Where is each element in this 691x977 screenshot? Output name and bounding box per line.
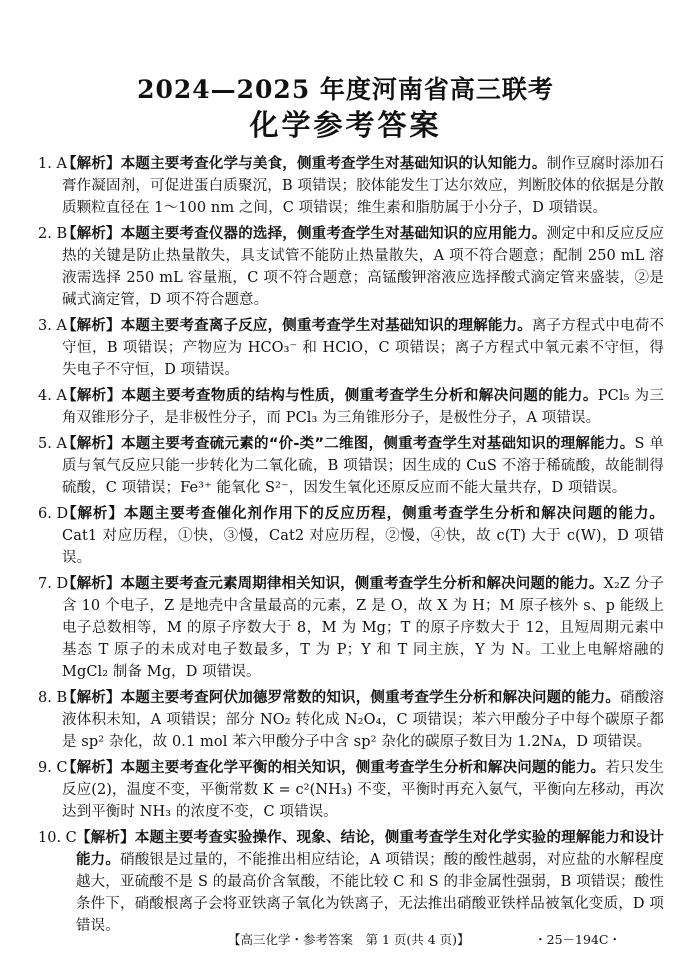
analysis-body: 制作豆腐时添加石膏作凝固剂，可促进蛋白质聚沉，B 项错误；胶体能发生丁达尔效应，判断胶体的依据是分散质颗粒直径在 1～100 nm 之间，C 项错误；维生素和脂肪属于小分子，D 项错误。 xyxy=(62,156,664,216)
answer-number: 4. A xyxy=(38,388,67,404)
analysis-intro: 本题主要考查离子反应，侧重考查学生对基础知识的理解能力。 xyxy=(120,318,532,334)
answer-number: 2. B xyxy=(38,226,68,242)
analysis-tag: 【解析】 xyxy=(62,156,121,172)
answer-number: 6. D xyxy=(38,506,69,522)
analysis-body: X₂Z 分子含 10 个电子，Z 是地壳中含量最高的元素，Z 是 O，故 X 为 H；M 原子核外 s、p 能级上电子总数相等，M 的原子序数大于 8，M 为 Mg；T 的原子序数大于 12，且短周期元素中基态 T 原子的未成对电子数最多，T 为 P；Y 和 T 同主族，Y 为 N。工业上电解熔融的 MgCl₂ 制备 Mg，D 项错误。 xyxy=(62,576,665,680)
answer-list xyxy=(38,153,664,941)
analysis-intro: 本题主要考查硫元素的“价-类”二维图，侧重考查学生对基础知识的理解能力。 xyxy=(121,436,635,452)
answer-item-4 xyxy=(38,385,664,429)
answer-item-9 xyxy=(38,757,664,823)
answer-number: 1. A xyxy=(38,156,67,172)
analysis-intro: 本题主要考查化学与美食，侧重考查学生对基础知识的认知能力。 xyxy=(120,156,547,172)
analysis-intro: 本题主要考查阿伏加德罗常数的知识，侧重考查学生分析和解决问题的能力。 xyxy=(120,690,621,706)
answer-item-10 xyxy=(38,827,664,937)
document-title: 化学参考答案 xyxy=(249,108,442,142)
answer-item-2 xyxy=(38,223,664,311)
answer-number: 8. B xyxy=(38,690,68,706)
analysis-body: 测定中和反应反应热的关键是防止热量散失，具支试管不能防止热量散失，A 项不符合题意；配制 250 mL 溶液需选择 250 mL 容量瓶，C 项不符合题意；高锰酸钾溶液应选择酸式滴定管来盛装，②是碱式滴定管，D 项不符合题意。 xyxy=(62,226,664,308)
answer-item-5 xyxy=(38,433,664,499)
answer-number: 9. C xyxy=(38,760,68,776)
answer-number: 10. C xyxy=(38,830,77,846)
analysis-tag: 【解析】 xyxy=(62,506,124,522)
answer-item-8 xyxy=(38,687,664,753)
analysis-tag: 【解析】 xyxy=(76,830,135,846)
analysis-tag: 【解析】 xyxy=(62,388,122,404)
analysis-intro: 本题主要考查催化剂作用下的反应历程，侧重考查学生分析和解决问题的能力。 xyxy=(123,506,665,522)
answer-number: 7. D xyxy=(38,576,69,592)
analysis-body: PCl₅ 为三角双锥形分子，是非极性分子，而 PCl₃ 为三角锥形分子，是极性分子，A 项错误。 xyxy=(62,388,664,426)
footer-page-info: 【高三化学・参考答案 第 1 页(共 4 页)】 xyxy=(228,932,470,947)
analysis-body: S 单质与氧气反应只能一步转化为二氧化硫，B 项错误；因生成的 CuS 不溶于稀硫酸，故能制得硫酸，C 项错误；Fe³⁺ 能氧化 S²⁻，因发生氧化还原反应而不能大量共存，D 项错误。 xyxy=(62,436,664,496)
analysis-body: 若只发生反应(2)，温度不变，平衡常数 K = c²(NH₃) 不变，平衡时再充入氨气，平衡向左移动，再次达到平衡时 NH₃ 的浓度不变，C 项错误。 xyxy=(62,760,665,820)
answer-item-1 xyxy=(38,153,664,219)
analysis-intro: 本题主要考查仪器的选择，侧重考查学生对基础知识的应用能力。 xyxy=(120,226,547,242)
analysis-intro: 本题主要考查元素周期律相关知识，侧重考查学生分析和解决问题的能力。 xyxy=(120,576,604,592)
analysis-body: Cat1 对应历程，①快，③慢，Cat2 对应历程，②慢，④快，故 c(T) 大于 c(W)，D 项错误。 xyxy=(62,528,664,566)
analysis-body: 硝酸溶液体积未知，A 项错误；部分 NO₂ 转化成 N₂O₄，C 项错误；苯六甲酸分子中每个碳原子都是 sp² 杂化，故 0.1 mol 苯六甲酸分子中含 sp² 杂化的碳原子数目为 1.2Nᴀ，D 项错误。 xyxy=(62,690,664,750)
footer-code: ・25－194C・ xyxy=(534,932,621,947)
analysis-tag: 【解析】 xyxy=(62,226,121,242)
analysis-tag: 【解析】 xyxy=(62,690,121,706)
analysis-intro: 本题主要考查物质的结构与性质，侧重考查学生分析和解决问题的能力。 xyxy=(121,388,598,404)
answer-number: 5. A xyxy=(38,436,67,452)
answer-number: 3. A xyxy=(38,318,67,334)
exam-title: 2024—2025 年度河南省高三联考 xyxy=(137,75,554,104)
analysis-body: 硝酸银是过量的，不能推出相应结论，A 项错误；酸的酸性越弱，对应盐的水解程度越大，亚硫酸不是 S 的最高价含氧酸，不能比较 C 和 S 的非金属性强弱，B 项错误；酸性条件下，硝酸根离子会将亚铁离子氧化为铁离子，无法推出硝酸亚铁样品被氧化变质，D 项错误。 xyxy=(76,852,664,934)
analysis-tag: 【解析】 xyxy=(62,576,121,592)
answer-item-7 xyxy=(38,573,664,683)
analysis-intro: 本题主要考查实验操作、现象、结论，侧重考查学生对化学实验的理解能力和设计能力。 xyxy=(76,830,664,868)
analysis-tag: 【解析】 xyxy=(62,436,122,452)
analysis-intro: 本题主要考查化学平衡的相关知识，侧重考查学生分析和解决问题的能力。 xyxy=(120,760,606,776)
analysis-body: 离子方程式中电荷不守恒，B 项错误；产物应为 HCO₃⁻ 和 HClO，C 项错误；离子方程式中氧元素不守恒，得失电子不守恒，D 项错误。 xyxy=(62,318,664,378)
answer-item-6 xyxy=(38,503,664,569)
analysis-tag: 【解析】 xyxy=(62,318,121,334)
page-footer xyxy=(0,930,691,950)
analysis-tag: 【解析】 xyxy=(62,760,121,776)
answer-item-3 xyxy=(38,315,664,381)
